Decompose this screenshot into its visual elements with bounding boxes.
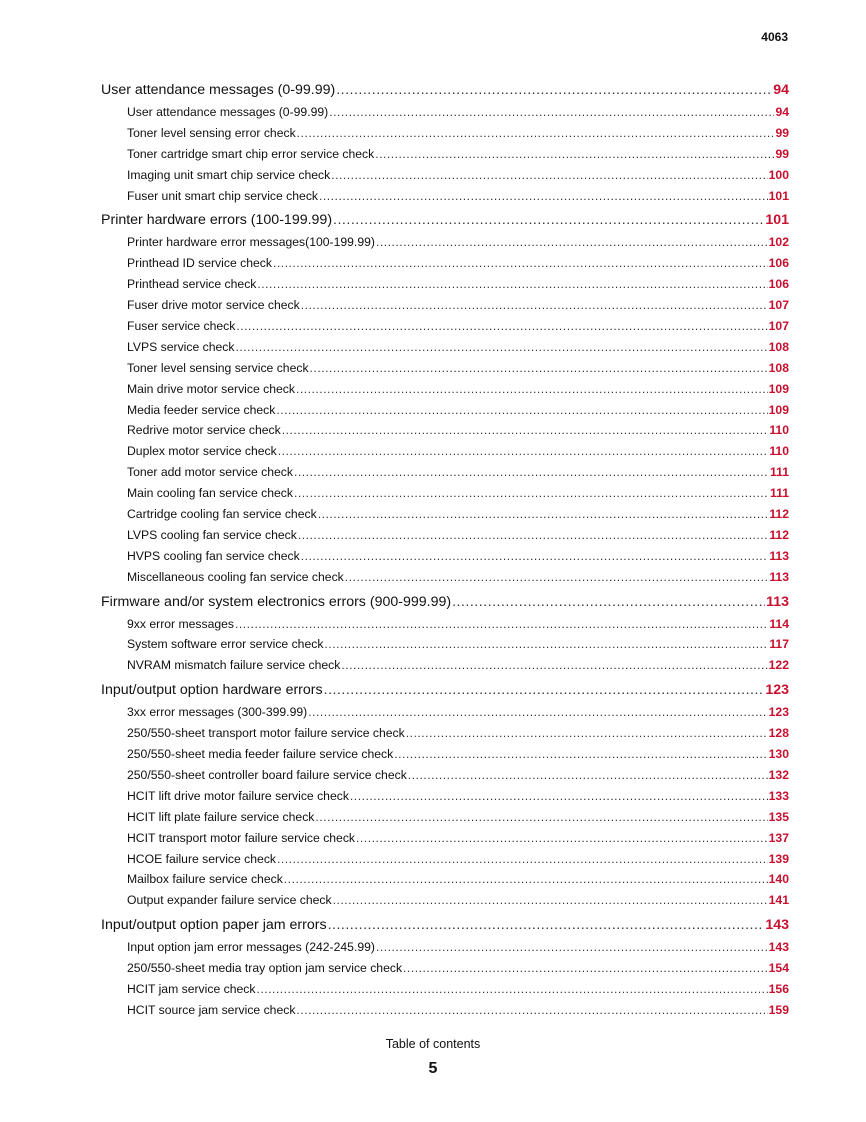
toc-page-link[interactable]: 101 bbox=[765, 212, 789, 229]
toc-page-link[interactable]: 99 bbox=[775, 146, 789, 161]
toc-entry-title: Input/output option hardware errors bbox=[101, 682, 323, 699]
footer-label: Table of contents bbox=[385, 1037, 481, 1051]
toc-entry-title: LVPS service check bbox=[127, 339, 235, 354]
toc-item[interactable] bbox=[101, 869, 789, 890]
toc-section[interactable] bbox=[101, 78, 789, 102]
dot-leader bbox=[318, 504, 769, 525]
toc-page-link[interactable]: 133 bbox=[768, 788, 789, 803]
toc-item[interactable] bbox=[101, 274, 789, 295]
toc-section[interactable] bbox=[101, 208, 789, 232]
toc-entry-title: 250/550-sheet controller board failure service check bbox=[127, 767, 407, 782]
toc-entry-title: Toner add motor service check bbox=[127, 465, 293, 480]
toc-page-link[interactable]: 117 bbox=[769, 637, 789, 652]
toc-item[interactable] bbox=[101, 337, 789, 358]
dot-leader bbox=[329, 102, 774, 123]
toc-page-link[interactable]: 108 bbox=[768, 360, 789, 375]
toc-page-link[interactable]: 106 bbox=[768, 256, 789, 271]
dot-leader bbox=[278, 441, 769, 462]
toc-entry-title: Printhead service check bbox=[127, 277, 257, 292]
toc-page-link[interactable]: 101 bbox=[768, 188, 789, 203]
toc-entry-title: HCOE failure service check bbox=[127, 851, 277, 866]
toc-item[interactable] bbox=[101, 123, 789, 144]
toc-entry-title: Imaging unit smart chip service check bbox=[127, 167, 331, 182]
dot-leader bbox=[301, 546, 769, 567]
dot-leader bbox=[319, 186, 768, 207]
dot-leader bbox=[282, 420, 769, 441]
toc-item[interactable] bbox=[101, 232, 789, 253]
toc-item[interactable] bbox=[101, 144, 789, 165]
dot-leader bbox=[310, 358, 768, 379]
toc-page-link[interactable]: 106 bbox=[768, 277, 789, 292]
toc-item[interactable] bbox=[101, 786, 789, 807]
toc-entry-title: Duplex motor service check bbox=[127, 444, 277, 459]
toc-page-link[interactable]: 99 bbox=[775, 125, 789, 140]
dot-leader bbox=[341, 655, 767, 676]
toc-entry-title: Input option jam error messages (242-245.99) bbox=[127, 940, 375, 955]
toc-page-link[interactable]: 113 bbox=[766, 593, 789, 610]
toc-item[interactable] bbox=[101, 295, 789, 316]
dot-leader bbox=[406, 723, 768, 744]
toc-entry-title: Miscellaneous cooling fan service check bbox=[127, 569, 344, 584]
toc-entry-title: Main drive motor service check bbox=[127, 381, 295, 396]
toc-entry-title: NVRAM mismatch failure service check bbox=[127, 658, 341, 673]
toc-entry-title: 9xx error messages bbox=[127, 616, 235, 631]
toc-item[interactable] bbox=[101, 165, 789, 186]
toc-page-link[interactable]: 109 bbox=[768, 402, 789, 417]
toc-item[interactable] bbox=[101, 462, 789, 483]
dot-leader bbox=[336, 78, 772, 102]
dot-leader bbox=[408, 765, 768, 786]
toc-entry-title: HCIT jam service check bbox=[127, 981, 256, 996]
toc-item[interactable] bbox=[101, 634, 789, 655]
dot-leader bbox=[297, 123, 775, 144]
toc-page-link[interactable]: 111 bbox=[770, 486, 789, 501]
toc-entry-title: Printer hardware errors (100-199.99) bbox=[101, 212, 333, 229]
toc-page-link[interactable]: 94 bbox=[773, 82, 789, 98]
toc-entry-title: Output expander failure service check bbox=[127, 893, 332, 908]
toc-item[interactable] bbox=[101, 567, 789, 588]
dot-leader bbox=[294, 483, 769, 504]
toc-entry-title: Cartridge cooling fan service check bbox=[127, 507, 317, 522]
dot-leader bbox=[301, 295, 768, 316]
toc-item[interactable] bbox=[101, 483, 789, 504]
dot-leader bbox=[376, 232, 768, 253]
dot-leader bbox=[356, 828, 768, 849]
toc-entry-title: Toner level sensing error check bbox=[127, 125, 296, 140]
toc-page-link[interactable]: 110 bbox=[769, 444, 789, 459]
toc-entry-title: Printhead ID service check bbox=[127, 256, 272, 271]
toc-page-link[interactable]: 94 bbox=[775, 105, 789, 119]
toc-page-link[interactable]: 100 bbox=[768, 167, 789, 182]
dot-leader bbox=[235, 337, 767, 358]
toc-page-link[interactable]: 139 bbox=[768, 851, 789, 866]
toc-item[interactable] bbox=[101, 849, 789, 870]
dot-leader bbox=[331, 165, 767, 186]
toc-entry-title: Toner cartridge smart chip error service check bbox=[127, 146, 375, 161]
toc-entry-title: HCIT lift drive motor failure service check bbox=[127, 788, 349, 803]
toc-page-link[interactable]: 107 bbox=[768, 319, 789, 334]
dot-leader bbox=[394, 744, 767, 765]
toc-entry-title: Fuser service check bbox=[127, 319, 236, 334]
toc-item[interactable] bbox=[101, 937, 789, 958]
toc-entry-title: Mailbox failure service check bbox=[127, 872, 283, 887]
toc-page-link[interactable]: 154 bbox=[768, 961, 789, 976]
dot-leader bbox=[294, 462, 769, 483]
dot-leader bbox=[452, 590, 765, 614]
toc-entry-title: 250/550-sheet media feeder failure service check bbox=[127, 747, 394, 762]
toc-page-link[interactable]: 110 bbox=[769, 423, 789, 438]
toc-entry-title: LVPS cooling fan service check bbox=[127, 527, 297, 542]
toc-entry-title: 3xx error messages (300-399.99) bbox=[127, 705, 308, 720]
toc-entry-title: Toner level sensing service check bbox=[127, 360, 309, 375]
toc-section[interactable] bbox=[101, 678, 789, 702]
toc-item[interactable] bbox=[101, 420, 789, 441]
toc-page-link[interactable]: 156 bbox=[768, 981, 789, 996]
toc-page-link[interactable]: 107 bbox=[768, 298, 789, 313]
toc-page-link[interactable]: 113 bbox=[769, 569, 789, 584]
toc-entry-title: Printer hardware error messages(100-199.99) bbox=[127, 235, 375, 250]
toc-item[interactable] bbox=[101, 546, 789, 567]
toc-page-link[interactable]: 102 bbox=[768, 235, 789, 250]
dot-leader bbox=[273, 253, 768, 274]
dot-leader bbox=[277, 849, 768, 870]
toc-page-link[interactable]: 122 bbox=[768, 658, 789, 673]
toc-item[interactable] bbox=[101, 614, 789, 635]
toc-item[interactable] bbox=[101, 525, 789, 546]
dot-leader bbox=[296, 379, 768, 400]
toc-entry-title: System software error service check bbox=[127, 637, 324, 652]
toc-entry-title: Fuser unit smart chip service check bbox=[127, 188, 319, 203]
dot-leader bbox=[315, 807, 767, 828]
toc-entry-title: Media feeder service check bbox=[127, 402, 276, 417]
toc-entry-title: HVPS cooling fan service check bbox=[127, 548, 300, 563]
toc-page-link[interactable]: 143 bbox=[768, 940, 789, 955]
toc-section[interactable] bbox=[101, 913, 789, 937]
toc-page-link[interactable]: 123 bbox=[768, 705, 789, 720]
dot-leader bbox=[256, 979, 767, 1000]
toc-page-link[interactable]: 159 bbox=[768, 1002, 789, 1017]
toc-item[interactable] bbox=[101, 744, 789, 765]
toc-page-link[interactable]: 108 bbox=[768, 339, 789, 354]
toc-page-link[interactable]: 112 bbox=[769, 527, 789, 542]
toc-item[interactable] bbox=[101, 379, 789, 400]
toc-entry-title: 250/550-sheet media tray option jam service check bbox=[127, 961, 403, 976]
dot-leader bbox=[333, 890, 768, 911]
toc-item[interactable] bbox=[101, 186, 789, 207]
dot-leader bbox=[235, 614, 768, 635]
toc-page-link[interactable]: 123 bbox=[765, 682, 789, 699]
toc-page-link[interactable]: 113 bbox=[769, 548, 789, 563]
toc-page-link[interactable]: 109 bbox=[768, 381, 789, 396]
toc-entry-title: HCIT transport motor failure service check bbox=[127, 830, 356, 845]
dot-leader bbox=[308, 702, 767, 723]
toc-page-link[interactable]: 140 bbox=[768, 872, 789, 887]
toc-entry-title: HCIT lift plate failure service check bbox=[127, 809, 315, 824]
dot-leader bbox=[333, 208, 764, 232]
toc-entry-title: HCIT source jam service check bbox=[127, 1002, 296, 1017]
toc-page-link[interactable]: 143 bbox=[765, 917, 789, 934]
dot-leader bbox=[376, 937, 768, 958]
toc-entry-title: User attendance messages (0-99.99) bbox=[101, 82, 336, 98]
toc-entry-title: Redrive motor service check bbox=[127, 423, 281, 438]
dot-leader bbox=[328, 913, 765, 937]
toc-item[interactable] bbox=[101, 655, 789, 676]
toc-item[interactable] bbox=[101, 702, 789, 723]
dot-leader bbox=[324, 634, 768, 655]
dot-leader bbox=[257, 274, 767, 295]
dot-leader bbox=[375, 144, 774, 165]
toc-page-link[interactable]: 135 bbox=[768, 809, 789, 824]
dot-leader bbox=[296, 1000, 767, 1021]
toc-page-link[interactable]: 132 bbox=[768, 767, 789, 782]
toc-item[interactable] bbox=[101, 807, 789, 828]
toc-page-link[interactable]: 130 bbox=[768, 747, 789, 762]
table-of-contents bbox=[101, 78, 789, 1021]
toc-item[interactable] bbox=[101, 765, 789, 786]
toc-item[interactable] bbox=[101, 358, 789, 379]
toc-entry-title: Main cooling fan service check bbox=[127, 486, 293, 501]
dot-leader bbox=[276, 400, 767, 421]
toc-item[interactable] bbox=[101, 102, 789, 123]
toc-item[interactable] bbox=[101, 400, 789, 421]
toc-page-link[interactable]: 112 bbox=[769, 507, 789, 522]
dot-leader bbox=[345, 567, 769, 588]
toc-page-link[interactable]: 114 bbox=[769, 616, 789, 631]
dot-leader bbox=[236, 316, 767, 337]
toc-page-link[interactable]: 141 bbox=[768, 893, 789, 908]
toc-item[interactable] bbox=[101, 958, 789, 979]
toc-item[interactable] bbox=[101, 890, 789, 911]
toc-page-link[interactable]: 111 bbox=[770, 465, 789, 480]
toc-item[interactable] bbox=[101, 253, 789, 274]
model-number: 4063 bbox=[761, 30, 788, 44]
dot-leader bbox=[284, 869, 768, 890]
toc-item[interactable] bbox=[101, 1000, 789, 1021]
page-number: 5 bbox=[428, 1060, 438, 1077]
toc-entry-title: User attendance messages (0-99.99) bbox=[127, 105, 329, 119]
toc-item[interactable] bbox=[101, 828, 789, 849]
dot-leader bbox=[350, 786, 768, 807]
toc-entry-title: Input/output option paper jam errors bbox=[101, 917, 327, 934]
dot-leader bbox=[403, 958, 768, 979]
toc-item[interactable] bbox=[101, 504, 789, 525]
toc-section[interactable] bbox=[101, 590, 789, 614]
toc-item[interactable] bbox=[101, 441, 789, 462]
dot-leader bbox=[298, 525, 769, 546]
toc-item[interactable] bbox=[101, 723, 789, 744]
toc-item[interactable] bbox=[101, 316, 789, 337]
toc-entry-title: Firmware and/or system electronics errors (900-999.99) bbox=[101, 593, 452, 610]
toc-entry-title: 250/550-sheet transport motor failure service check bbox=[127, 726, 405, 741]
toc-page-link[interactable]: 128 bbox=[768, 726, 789, 741]
toc-page-link[interactable]: 137 bbox=[768, 830, 789, 845]
toc-item[interactable] bbox=[101, 979, 789, 1000]
toc-entry-title: Fuser drive motor service check bbox=[127, 298, 300, 313]
dot-leader bbox=[324, 678, 765, 702]
